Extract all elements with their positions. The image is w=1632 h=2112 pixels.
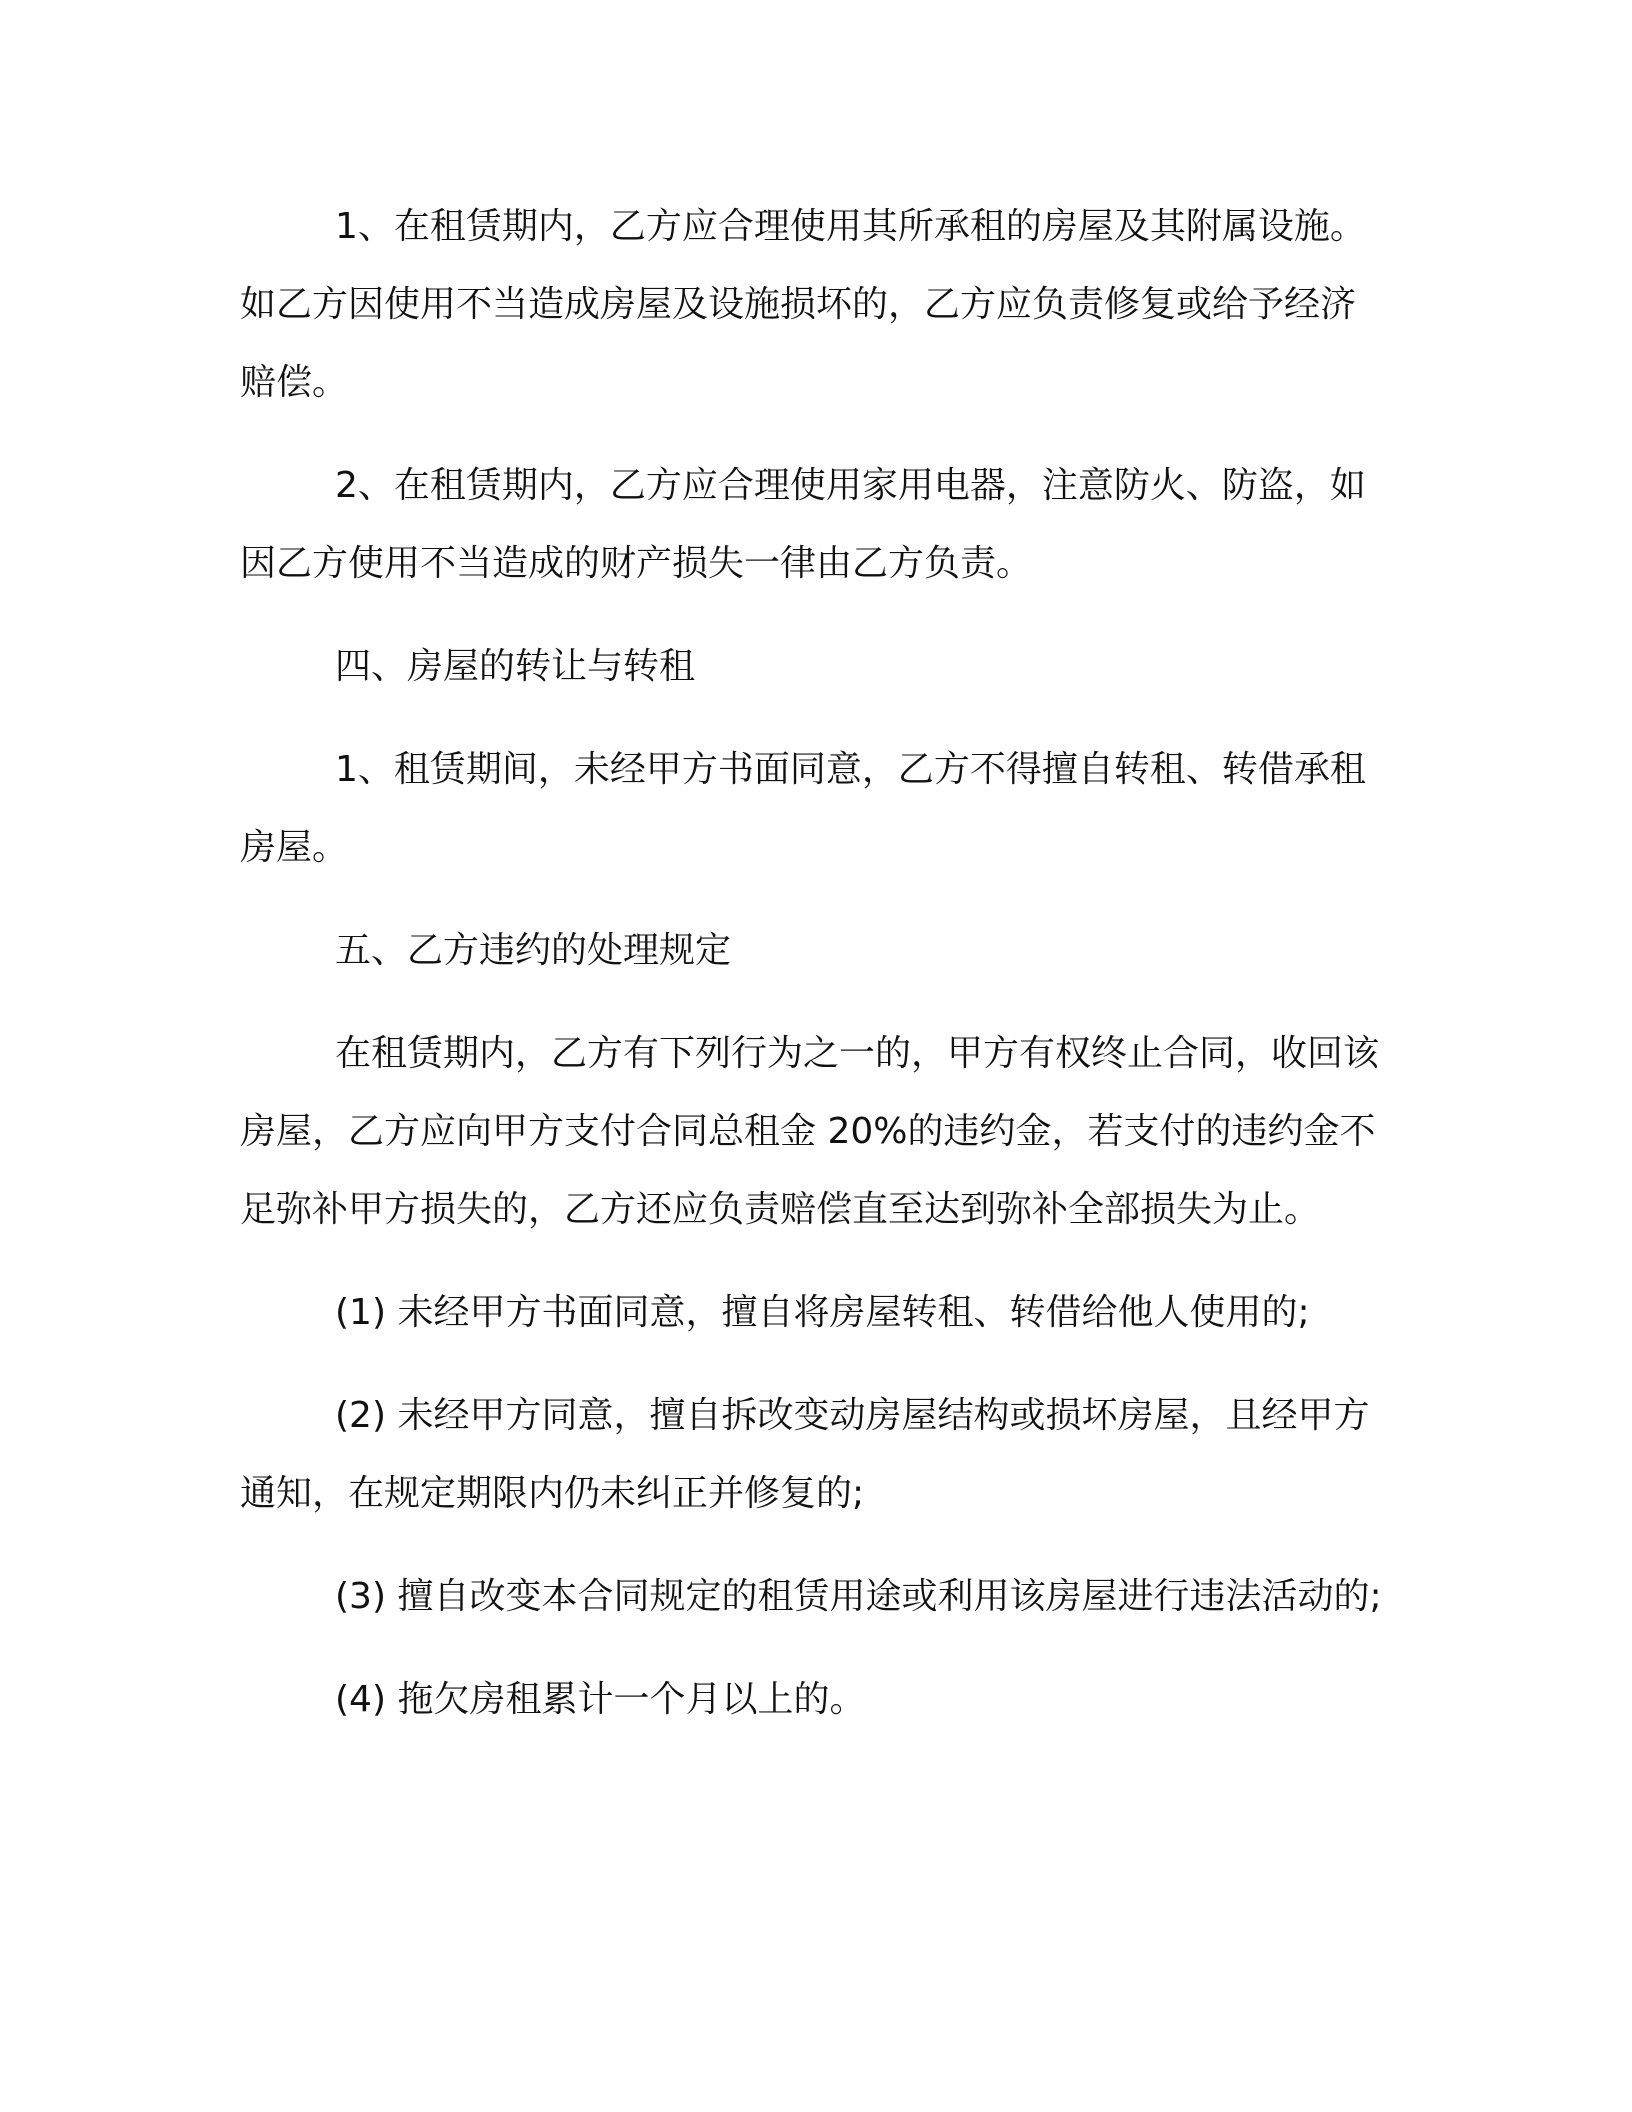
section-heading: 四、房屋的转让与转租 xyxy=(335,646,696,687)
list-item: (4) 拖欠房租累计一个月以上的。 xyxy=(335,1679,866,1720)
clause-paragraph: 1、在租赁期内，乙方应合理使用其所承租的房屋及其附属设施。如乙方因使用不当造成房屋及设施损坏的，乙方应负责修复或给予经济赔偿。 xyxy=(240,206,1366,403)
document-body xyxy=(240,188,1384,1739)
section-heading: 五、乙方违约的处理规定 xyxy=(335,930,732,971)
list-item: (3) 擅自改变本合同规定的租赁用途或利用该房屋进行违法活动的; xyxy=(335,1576,1382,1617)
clause-paragraph: 2、在租赁期内，乙方应合理使用家用电器，注意防火、防盗，如因乙方使用不当造成的财产损失一律由乙方负责。 xyxy=(240,465,1366,584)
list-item: (2) 未经甲方同意，擅自拆改变动房屋结构或损坏房屋，且经甲方通知，在规定期限内仍未纠正并修复的; xyxy=(240,1395,1370,1514)
clause-paragraph: 1、租赁期间，未经甲方书面同意，乙方不得擅自转租、转借承租房屋。 xyxy=(240,749,1366,868)
list-item: (1) 未经甲方书面同意，擅自将房屋转租、转借给他人使用的; xyxy=(335,1292,1310,1333)
clause-paragraph: 在租赁期内，乙方有下列行为之一的，甲方有权终止合同，收回该房屋，乙方应向甲方支付合同总租金 20%的违约金，若支付的违约金不足弥补甲方损失的，乙方还应负责赔偿直至达到弥补全部损失为止。 xyxy=(240,1033,1380,1230)
